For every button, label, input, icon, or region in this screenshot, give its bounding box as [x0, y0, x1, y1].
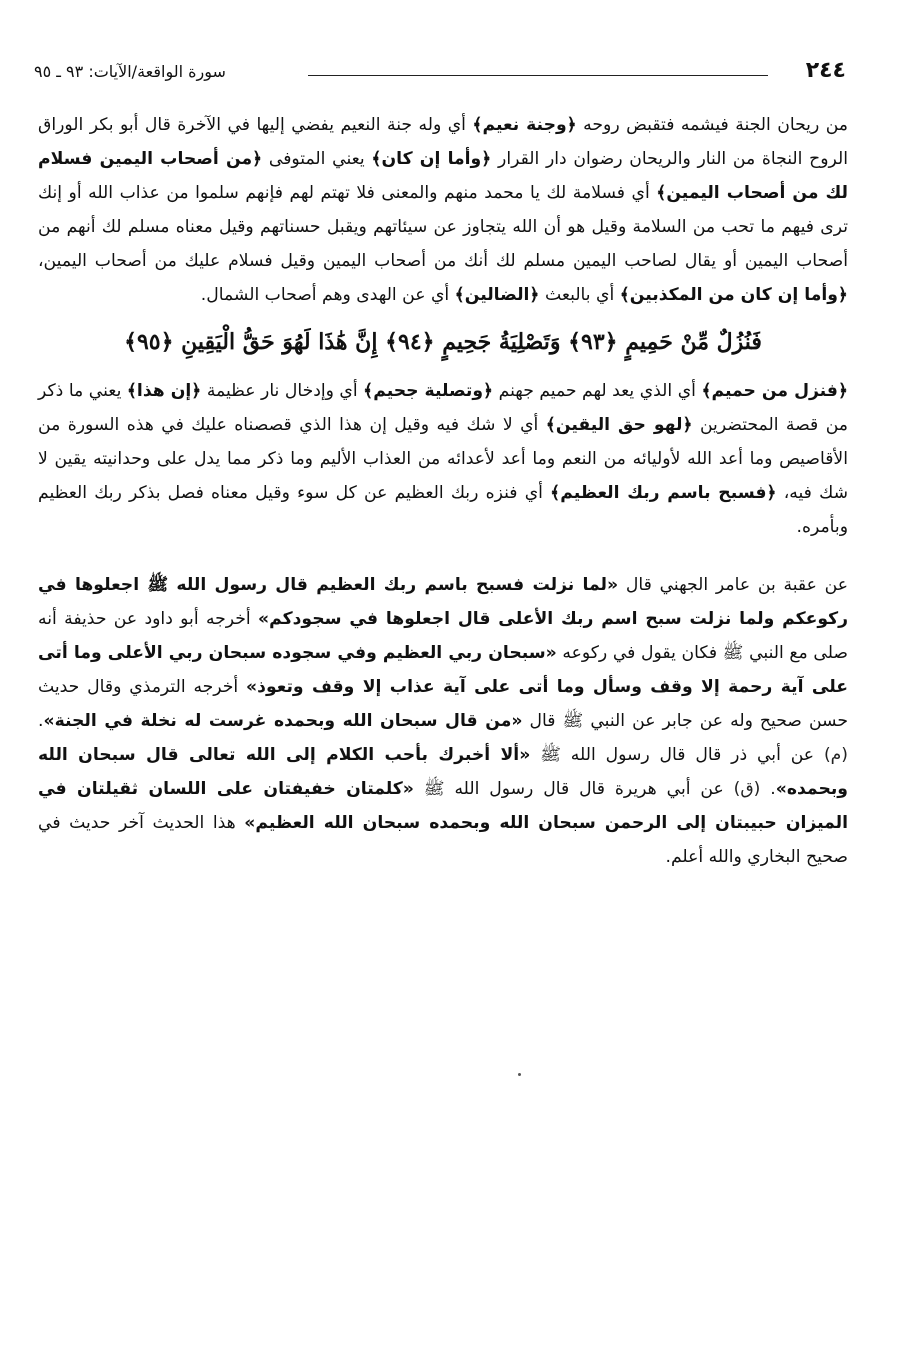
text-span: أي بالبعث: [539, 285, 620, 305]
hadith-quote: «من قال سبحان الله وبحمده غرست له نخلة في الجنة»: [43, 711, 523, 731]
quran-quote: ﴿إن هذا﴾: [126, 381, 202, 401]
source-marker: (م): [823, 745, 848, 765]
scan-speck: [518, 1073, 521, 1076]
text-span: يعني ما ذكر من قصة المحتضرين: [38, 381, 848, 435]
quran-quote: ﴿وأما إن كان من المكذبين﴾: [619, 285, 848, 305]
header-rule: [308, 75, 768, 76]
quran-verse-text: فَنُزُلٌ مِّنْ حَمِيمٍ ﴿٩٣﴾ وَتَصْلِيَةُ جَحِيمٍ ﴿٩٤﴾ إِنَّ هَٰذَا لَهُوَ حَقُّ الْيَقِينِ ﴿٩٥﴾: [124, 329, 762, 355]
quran-quote: ﴿فنزل من حميم﴾: [701, 381, 849, 401]
hadith-paragraph: [38, 568, 848, 874]
text-span: عن أبي هريرة قال قال رسول الله ﷺ: [413, 779, 734, 799]
text-span: يعني المتوفى: [262, 149, 372, 169]
text-span: أي وإدخال نار عظيمة: [201, 381, 364, 401]
hadith-quote: «كلمتان خفيفتان على اللسان ثقيلتان في الميزان حبيبتان إلى الرحمن سبحان الله وبحمده سبحان الله العظيم»: [38, 779, 848, 833]
text-span: من ريحان الجنة فيشمه فتقبض روحه: [576, 115, 848, 135]
text-span: هذا الحديث آخر حديث في صحيح البخاري والله أعلم.: [38, 813, 848, 867]
page-body: [38, 108, 848, 874]
text-span: أي فسلامة لك يا محمد منهم والمعنى فلا تهتم لهم فإنهم سلموا من عذاب الله أو إنك ترى فيهم ما تحب من السلامة وقيل هو أن الله يتجاوز عن سيئاتهم ويقبل حسناتهم وقيل معناه مسلم لك أنهم من أصحاب اليمين أو يقال لصاحب اليمين مسلم لك أنك من أصحاب اليمين وقيل فسلام عليك من أصحاب اليمين،: [38, 183, 848, 271]
commentary-paragraph-2: [38, 374, 848, 546]
text-span: عن أبي ذر قال قال رسول الله ﷺ: [530, 745, 824, 765]
text-span: .: [760, 779, 776, 799]
quran-quote: ﴿فسبح باسم ربك العظيم﴾: [550, 483, 777, 503]
quran-quote: ﴿وأما إن كان﴾: [371, 149, 492, 169]
text-span: .: [38, 711, 44, 731]
quran-quote: ﴿لهو حق اليقين﴾: [545, 415, 693, 435]
text-span: عن عقبة بن عامر الجهني قال: [618, 575, 848, 595]
quran-quote: ﴿من أصحاب اليمين فسلام لك من أصحاب اليمين﴾: [38, 149, 848, 203]
page-header: [34, 58, 846, 88]
text-span: أي وله جنة النعيم يفضي إليها في الآخرة قال أبو بكر الوراق الروح النجاة من النار والريحان رضوان دار القرار: [38, 115, 848, 169]
text-span: أي لا شك فيه وقيل إن هذا الذي قصصناه عليك في هذه السورة من الأقاصيص وما أعد الله لأوليائه من النعم وما أعد لأعدائه من العذاب الأليم وما ذكر مما يدل على وحدانيته يقين لا شك فيه،: [38, 415, 848, 503]
commentary-paragraph-1: [38, 108, 848, 316]
quran-quote: ﴿وجنة نعيم﴾: [472, 115, 577, 135]
quran-quote: ﴿الضالين﴾: [454, 285, 540, 305]
text-span: أخرجه الترمذي وقال حديث حسن صحيح وله عن جابر عن النبي ﷺ قال: [38, 677, 848, 731]
quran-verse-block: [38, 316, 848, 368]
page-number: ٢٤٤: [805, 58, 846, 83]
hadith-quote: «لما نزلت فسبح باسم ربك العظيم قال رسول الله ﷺ اجعلوها في ركوعكم ولما نزلت سبح اسم ربك الأعلى قال اجعلوها في سجودكم»: [38, 575, 848, 629]
quran-quote: ﴿وتصلية جحيم﴾: [363, 381, 494, 401]
source-marker: (ق): [733, 779, 761, 799]
running-title: سورة الواقعة/الآيات: ٩٣ ـ ٩٥: [34, 62, 226, 81]
text-span: أخرجه أبو داود عن حذيفة أنه صلى مع النبي ﷺ فكان يقول في ركوعه: [38, 609, 849, 663]
text-span: أي عن الهدى وهم أصحاب الشمال.: [200, 285, 455, 305]
text-span: أي فنزه ربك العظيم عن كل سوء وقيل معناه فصل بذكر ربك العظيم وبأمره.: [38, 483, 848, 537]
hadith-quote: «سبحان ربي العظيم وفي سجوده سبحان ربي الأعلى وما أتى على آية رحمة إلا وقف وسأل وما أتى على آية عذاب إلا وقف وتعوذ»: [38, 643, 848, 697]
hadith-quote: «ألا أخبرك بأحب الكلام إلى الله تعالى قال سبحان الله وبحمده»: [38, 745, 848, 799]
text-span: أي الذي يعد لهم حميم جهنم: [493, 381, 702, 401]
